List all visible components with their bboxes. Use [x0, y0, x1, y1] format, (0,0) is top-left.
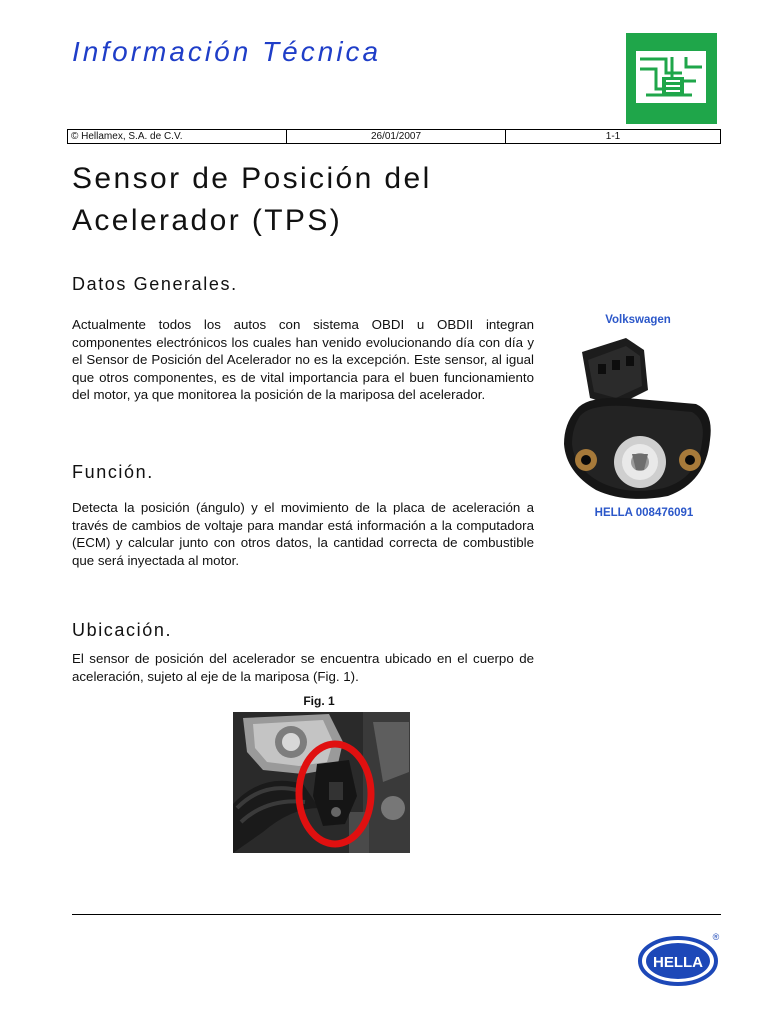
- section-body-datos: Actualmente todos los autos con sistema OBDI u OBDII integran componentes electrónicos los cuales han venido evolucionando día con día y el Sensor de Posición del Acelerador no es la excepción. Este sensor, al igual que otros componentes, es de vital importancia para el buen funcionamiento del motor, ya que monitorea la posición de la mariposa del acelerador.: [72, 317, 534, 402]
- header-title: Información Técnica: [72, 36, 382, 67]
- section-heading-funcion: Función.: [72, 462, 154, 482]
- figure-label: Fig. 1: [303, 694, 335, 708]
- company-logo: [626, 33, 717, 124]
- meta-date: 26/01/2007: [287, 130, 506, 144]
- section-body-funcion: Detecta la posición (ángulo) y el movimiento de la placa de aceleración a través de cambios de voltaje para mandar está información a la computadora (ECM) y calcular junto con otros datos, la cantidad correcta de combustible que será inyectada al motor.: [72, 500, 534, 568]
- throttle-body-photo: [233, 712, 410, 853]
- hella-logo: [638, 930, 722, 986]
- meta-company: © Hellamex, S.A. de C.V.: [68, 130, 287, 144]
- section-heading-ubicacion: Ubicación.: [72, 620, 173, 640]
- registered-mark: ®: [712, 932, 720, 942]
- meta-page: 1-1: [506, 130, 721, 144]
- footer-divider: [72, 914, 721, 915]
- sensor-brand-caption: Volkswagen: [605, 314, 671, 326]
- hella-oval-icon: [638, 930, 722, 986]
- sensor-part-number: HELLA 008476091: [594, 507, 694, 519]
- tps-sensor-photo: [556, 332, 726, 504]
- hella-logo-text: HELLA: [653, 954, 703, 971]
- circuit-logo-icon: [626, 33, 717, 124]
- section-heading-datos: Datos Generales.: [72, 274, 238, 294]
- section-body-ubicacion: El sensor de posición del acelerador se encuentra ubicado en el cuerpo de aceleración, sujeto al eje de la mariposa (Fig. 1).: [72, 651, 534, 684]
- document-title: Sensor de Posición del Acelerador (TPS): [72, 162, 432, 237]
- document-meta-table: [67, 129, 721, 144]
